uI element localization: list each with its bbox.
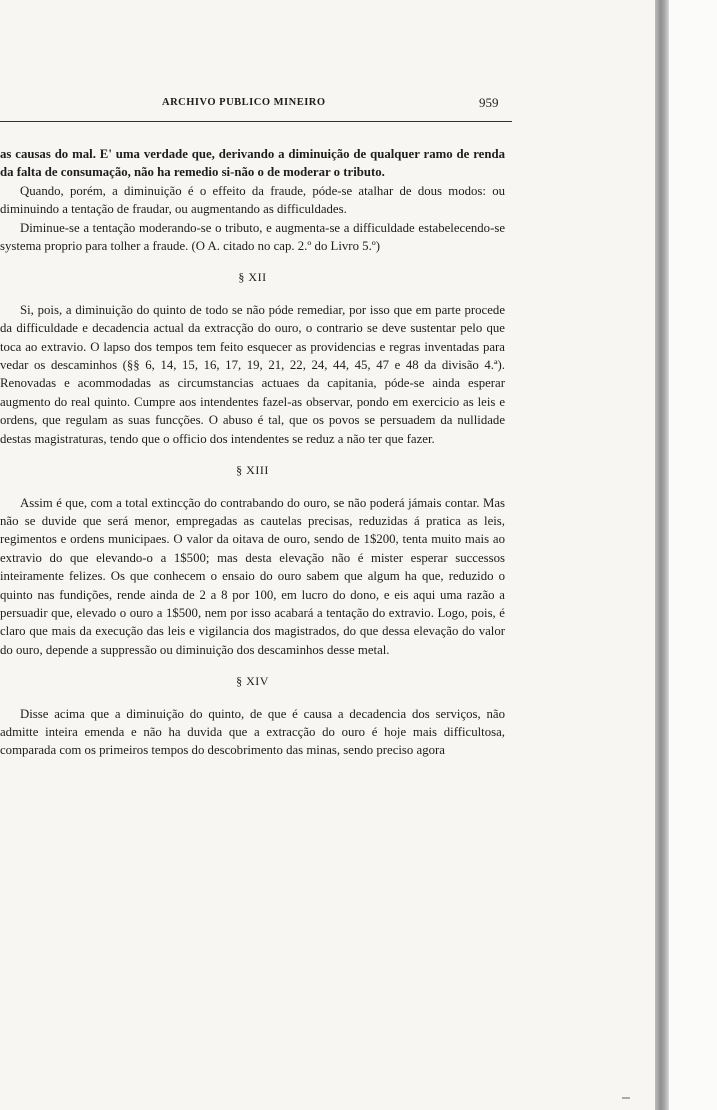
page-number: 959 [479,95,499,110]
page-header [0,97,515,117]
book-binding-shadow [655,0,669,1110]
body-text [0,145,505,760]
paragraph-5: Assim é que, com a total extincção do contrabando do ouro, se não poderá jámais contar. Mas não se duvide que será menor, empregadas as cautelas precisas, reduzidas á pratica as leis, regimentos e ordens municipaes. O valor da oitava de ouro, sendo de 1$200, tenta muito mais ao extravio do que elevando-o a 1$500; mas desta elevação não é mister esperar successos inteiramente felizes. Os que conhecem o ensaio do ouro sabem que algum ha que, reduzido o quinto nas fundições, rende ainda de 2 a 8 por 100, em lucro do dono, e eis aqui uma razão a persuadir que, elevado o ouro a 1$500, nem por isso acabará a tentação do extravio. Logo, pois, é claro que mais da execução das leis e vigilancia dos magistrados, do que dessa elevação do valor do ouro, depende a suppressão ou diminuição dos descaminhos desse metal. [0,495,505,657]
scan-mark [622,1097,630,1099]
paragraph-1: as causas do mal. E' uma verdade que, derivando a diminuição de qualquer ramo de renda da falta de consumação, não ha remedio si-não o de moderar o tributo. [0,147,505,180]
paragraph-6: Disse acima que a diminuição do quinto, de que é causa a decadencia dos serviços, não admitte inteira emenda e não ha duvida que a extracção do ouro é hoje mais difficultosa, comparada com os primeiros tempos do descobrimento das minas, sendo preciso agora [0,706,505,758]
section-heading-xiv: § XIV [236,674,269,689]
header-rule [0,121,512,122]
paragraph-2: Quando, porém, a diminuição é o effeito da fraude, póde-se atalhar de dous modos: ou diminuindo a tentação de fraudar, ou augmentando as difficuldades. [0,183,505,217]
section-heading-xii: § XII [238,270,267,285]
running-head: ARCHIVO PUBLICO MINEIRO [162,97,326,108]
paragraph-3: Diminue-se a tentação moderando-se o tributo, e augmenta-se a difficuldade estabelecendo-se systema proprio para tolher a fraude. (O A. citado no cap. 2.º do Livro 5.º) [0,220,505,254]
section-heading-xiii: § XIII [236,463,269,478]
paragraph-4: Si, pois, a diminuição do quinto de todo se não póde remediar, por isso que em parte procede da difficuldade e decadencia actual da extracção do ouro, o contrario se deve sustentar pelo que toca ao extravio. O lapso dos tempos tem feito esquecer as providencias e regras inventadas para vedar os descaminhos (§§ 6, 14, 15, 16, 17, 19, 21, 22, 24, 44, 45, 47 e 48 da divisão 4.ª). Renovadas e acommodadas as circumstancias actuaes da capitania, póde-se ainda esperar augmento do real quinto. Cumpre aos intendentes fazel-as observar, pondo em exercicio as leis e ordens, que regulam as suas funcções. O abuso é tal, que os povos se persuadem da nullidade destas magistraturas, tendo que o officio dos intendentes se reduz a não ter que fazer. [0,302,505,446]
page-edge [669,0,717,1110]
